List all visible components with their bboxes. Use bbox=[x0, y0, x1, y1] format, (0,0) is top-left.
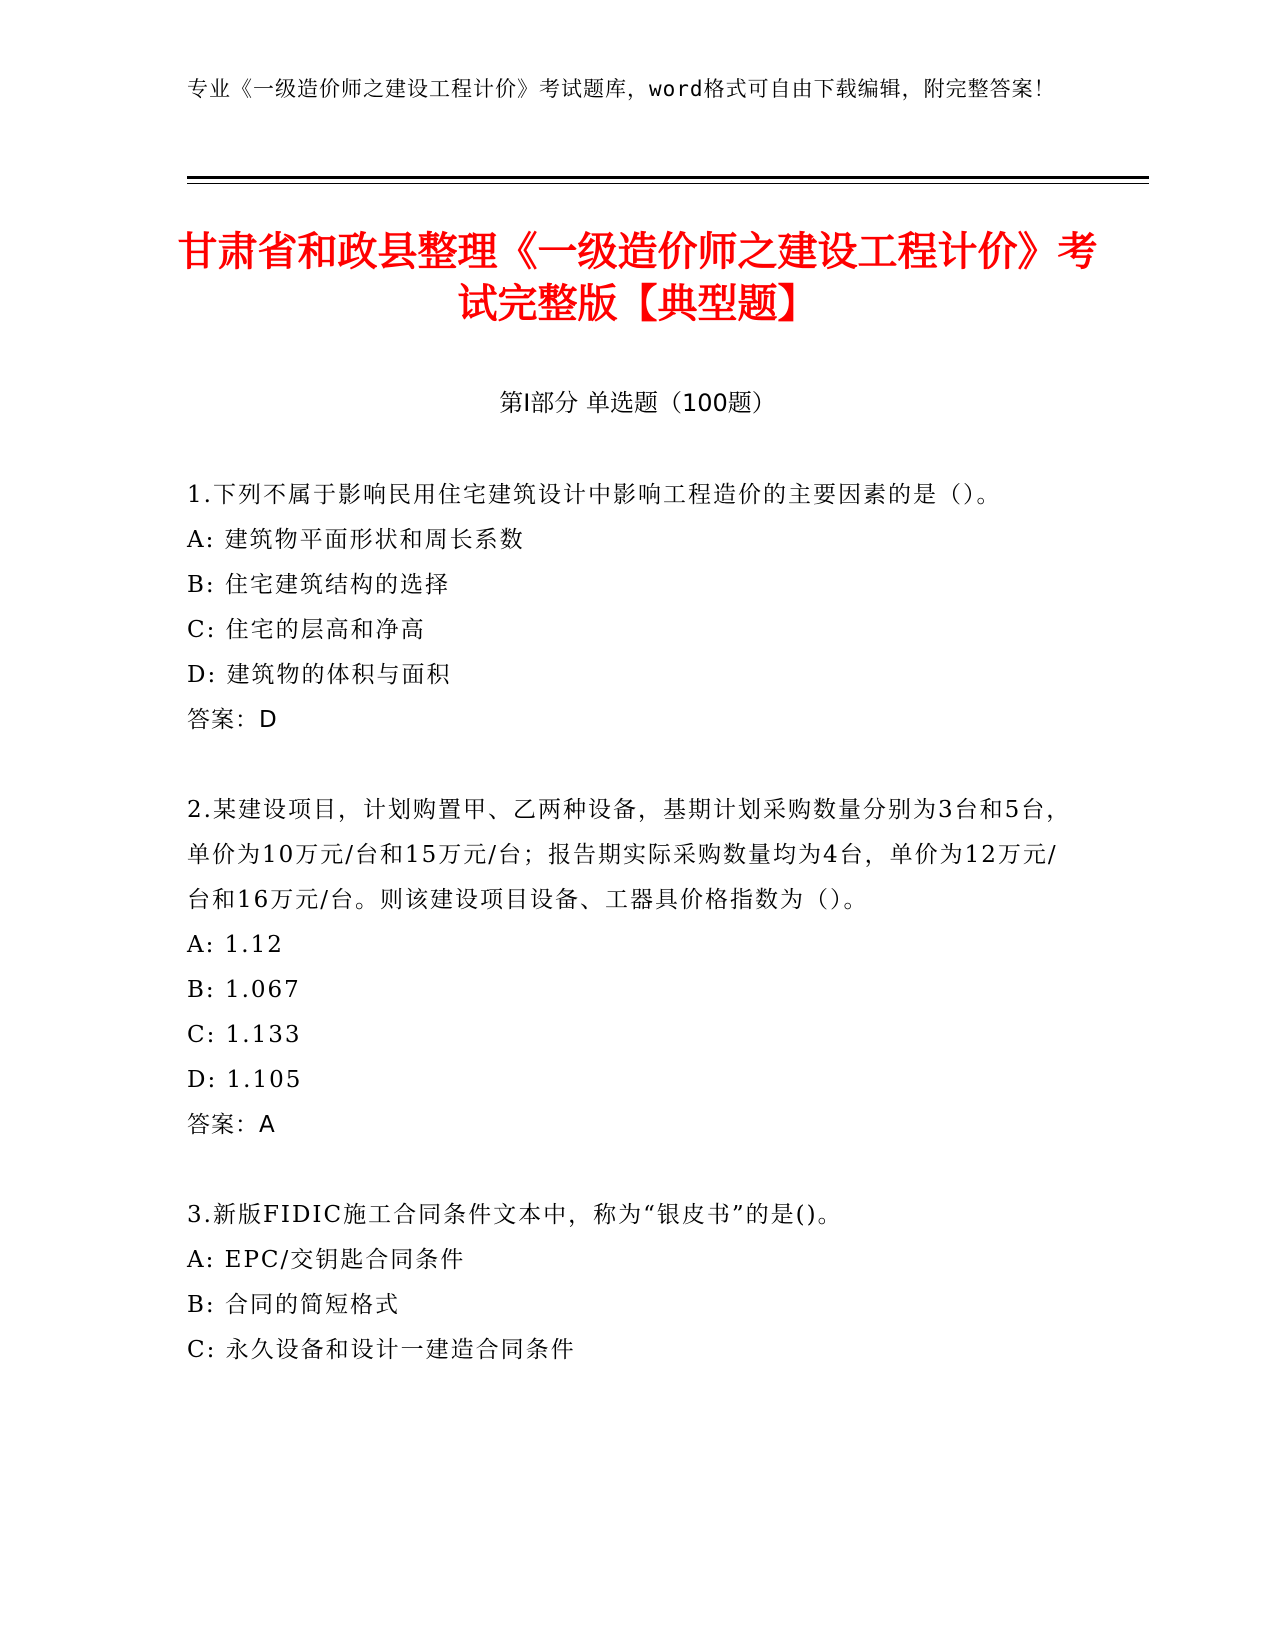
question-2 bbox=[187, 788, 1077, 1148]
answer: 答案：D bbox=[187, 707, 278, 733]
header-note: 专业《一级造价师之建设工程计价》考试题库，word格式可自由下载编辑，附完整答案！ bbox=[187, 77, 1056, 101]
question-1 bbox=[187, 473, 1077, 743]
option-b: B: 1.067 bbox=[187, 977, 301, 1003]
answer: 答案：A bbox=[187, 1112, 276, 1138]
option-a: A: 1.12 bbox=[187, 932, 284, 958]
question-stem: 1.下列不属于影响民用住宅建筑设计中影响工程造价的主要因素的是（）。 bbox=[187, 482, 1002, 508]
option-a: A: 建筑物平面形状和周长系数 bbox=[187, 527, 525, 553]
option-c: C: 住宅的层高和净高 bbox=[187, 617, 426, 643]
question-stem: 3.新版FIDIC施工合同条件文本中，称为“银皮书”的是()。 bbox=[187, 1202, 843, 1228]
option-d: D: 1.105 bbox=[187, 1067, 303, 1093]
section-heading: 第Ⅰ部分 单选题（100题） bbox=[499, 389, 776, 417]
header-divider-thin bbox=[187, 183, 1149, 184]
question-list bbox=[187, 473, 1077, 1418]
option-b: B: 合同的简短格式 bbox=[187, 1292, 400, 1318]
option-b: B: 住宅建筑结构的选择 bbox=[187, 572, 450, 598]
question-stem: 2.某建设项目，计划购置甲、乙两种设备，基期计划采购数量分别为3台和5台，单价为10万元/台和15万元/台；报告期实际采购数量均为4台，单价为12万元/台和16万元/台。则该建设项目设备、工器具价格指数为（）。 bbox=[187, 797, 1072, 913]
header-divider bbox=[187, 176, 1149, 179]
option-c: C: 永久设备和设计一建造合同条件 bbox=[187, 1337, 576, 1363]
option-a: A: EPC/交钥匙合同条件 bbox=[187, 1247, 466, 1273]
question-3 bbox=[187, 1193, 1077, 1373]
document-title: 甘肃省和政县整理《一级造价师之建设工程计价》考试完整版【典型题】 bbox=[177, 229, 1098, 327]
option-c: C: 1.133 bbox=[187, 1022, 302, 1048]
option-d: D: 建筑物的体积与面积 bbox=[187, 662, 452, 688]
